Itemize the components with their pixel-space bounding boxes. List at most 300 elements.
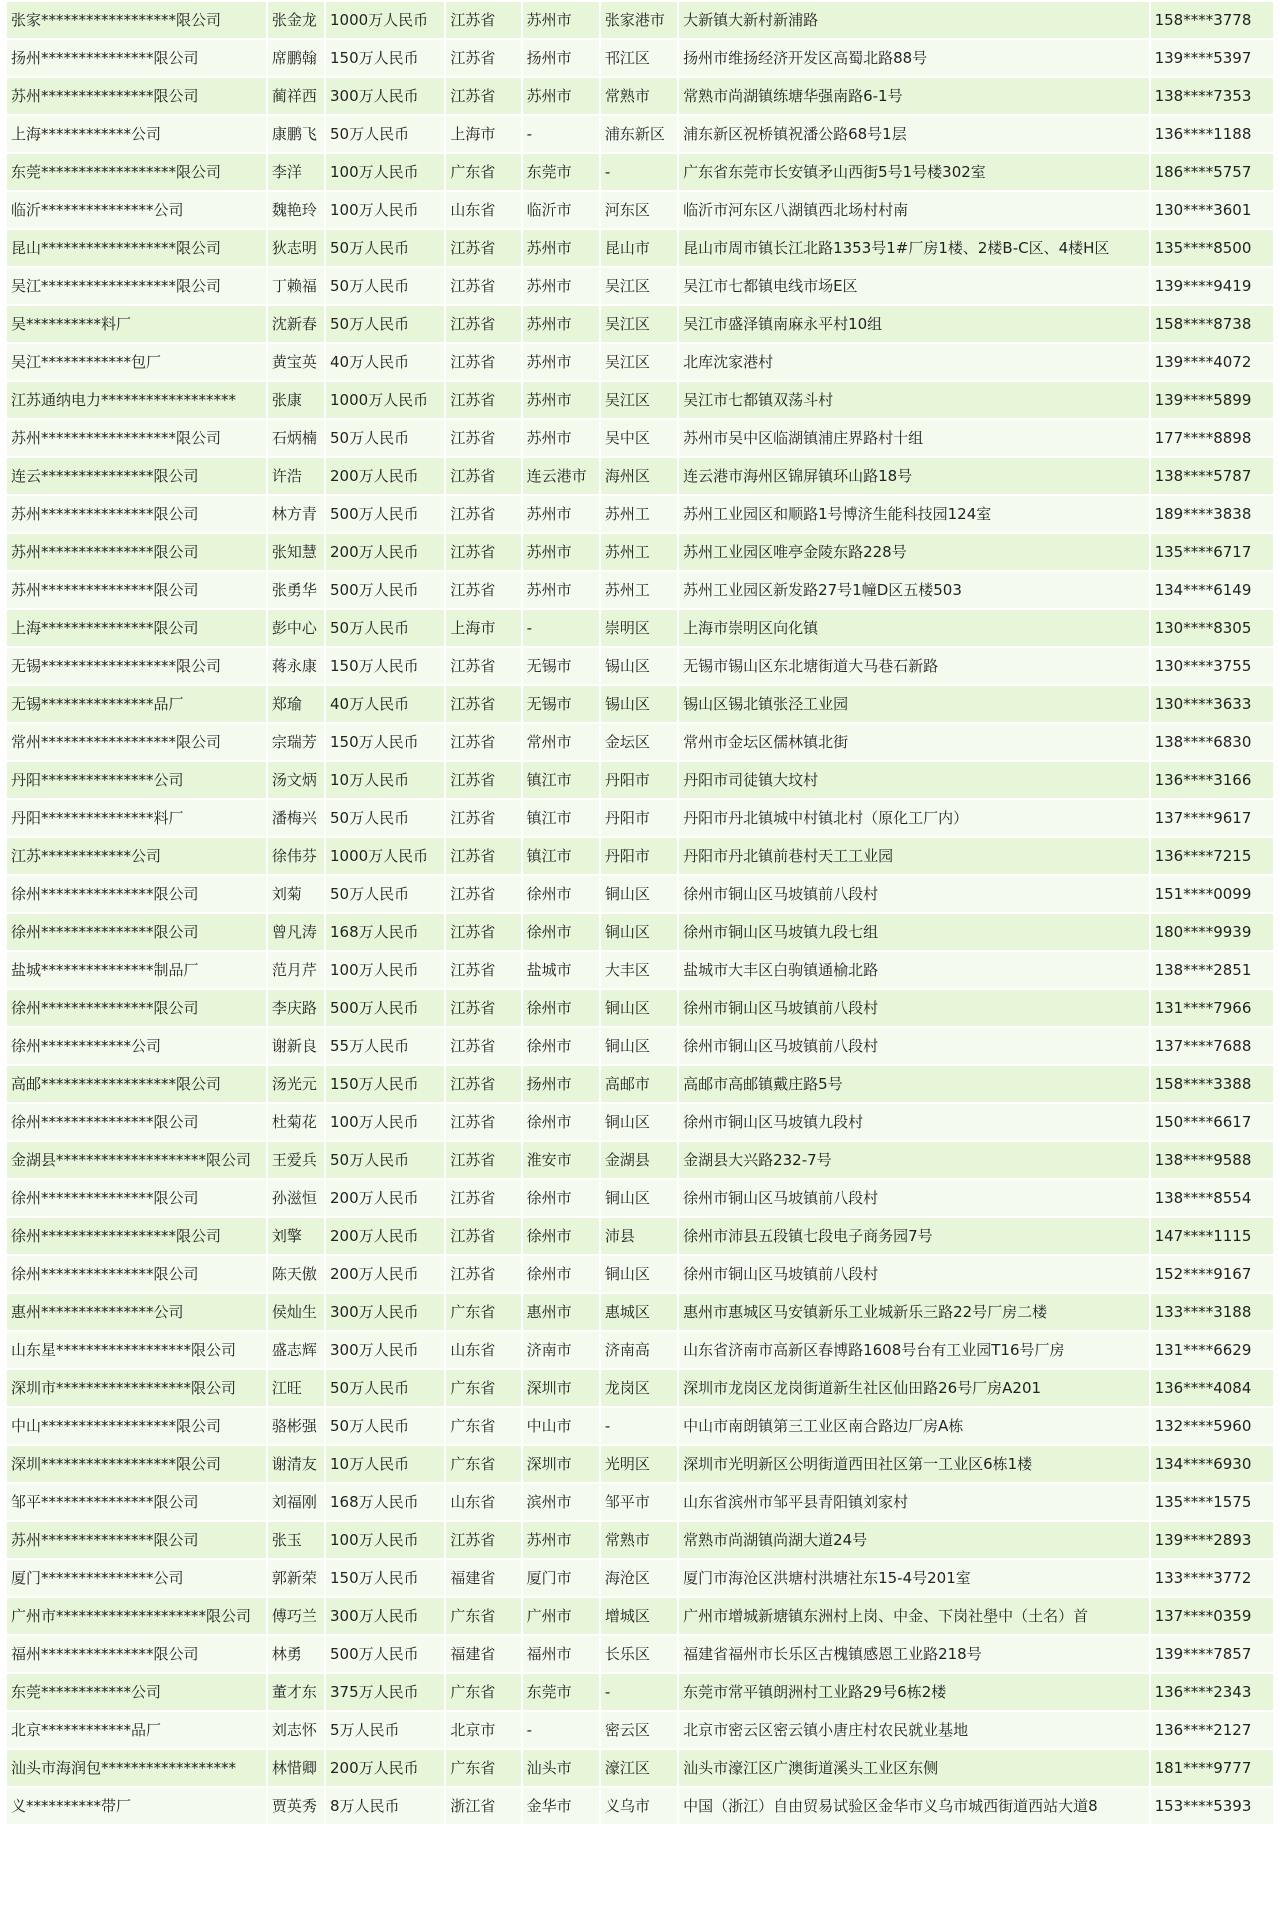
registered-capital-cell: 168万人民币 <box>326 1484 444 1520</box>
company-name-cell: 盐城***************制品厂 <box>7 952 266 988</box>
province-cell: 山东省 <box>446 192 520 228</box>
registered-capital-cell: 100万人民币 <box>326 1104 444 1140</box>
registered-capital-cell: 50万人民币 <box>326 1370 444 1406</box>
district-cell: 龙岗区 <box>601 1370 677 1406</box>
phone-cell: 134****6149 <box>1151 572 1273 608</box>
table-row <box>7 1256 1273 1292</box>
contact-person-cell: 潘梅兴 <box>268 800 324 836</box>
district-cell: 高邮市 <box>601 1066 677 1102</box>
phone-cell: 135****1575 <box>1151 1484 1273 1520</box>
phone-cell: 150****6617 <box>1151 1104 1273 1140</box>
registered-capital-cell: 100万人民币 <box>326 192 444 228</box>
company-table-container <box>5 0 1275 1826</box>
city-cell: 深圳市 <box>523 1370 599 1406</box>
contact-person-cell: 刘志怀 <box>268 1712 324 1748</box>
company-name-cell: 苏州***************限公司 <box>7 78 266 114</box>
registered-capital-cell: 50万人民币 <box>326 1408 444 1444</box>
registered-capital-cell: 200万人民币 <box>326 534 444 570</box>
district-cell: 吴江区 <box>601 344 677 380</box>
table-row <box>7 192 1273 228</box>
contact-person-cell: 沈新春 <box>268 306 324 342</box>
city-cell: 滨州市 <box>523 1484 599 1520</box>
address-cell: 临沂市河东区八湖镇西北场村村南 <box>679 192 1149 228</box>
contact-person-cell: 李洋 <box>268 154 324 190</box>
district-cell: - <box>601 1674 677 1710</box>
table-row <box>7 1636 1273 1672</box>
table-row <box>7 1598 1273 1634</box>
address-cell: 北库沈家港村 <box>679 344 1149 380</box>
registered-capital-cell: 300万人民币 <box>326 1332 444 1368</box>
district-cell: 锡山区 <box>601 686 677 722</box>
district-cell: 吴江区 <box>601 268 677 304</box>
district-cell: 河东区 <box>601 192 677 228</box>
district-cell: 铜山区 <box>601 990 677 1026</box>
table-row <box>7 1712 1273 1748</box>
company-name-cell: 无锡******************限公司 <box>7 648 266 684</box>
table-row <box>7 116 1273 152</box>
company-name-cell: 惠州***************公司 <box>7 1294 266 1330</box>
province-cell: 江苏省 <box>446 724 520 760</box>
address-cell: 厦门市海沧区洪塘村洪塘社东15-4号201室 <box>679 1560 1149 1596</box>
contact-person-cell: 黄宝英 <box>268 344 324 380</box>
district-cell: 邗江区 <box>601 40 677 76</box>
district-cell: 丹阳市 <box>601 838 677 874</box>
company-name-cell: 昆山******************限公司 <box>7 230 266 266</box>
registered-capital-cell: 375万人民币 <box>326 1674 444 1710</box>
address-cell: 惠州市惠城区马安镇新乐工业城新乐三路22号厂房二楼 <box>679 1294 1149 1330</box>
registered-capital-cell: 50万人民币 <box>326 610 444 646</box>
district-cell: 丹阳市 <box>601 762 677 798</box>
city-cell: 徐州市 <box>523 1104 599 1140</box>
contact-person-cell: 魏艳玲 <box>268 192 324 228</box>
district-cell: 大丰区 <box>601 952 677 988</box>
table-row <box>7 1522 1273 1558</box>
contact-person-cell: 林惜卿 <box>268 1750 324 1786</box>
table-row <box>7 382 1273 418</box>
company-name-cell: 苏州***************限公司 <box>7 572 266 608</box>
province-cell: 江苏省 <box>446 382 520 418</box>
contact-person-cell: 曾凡涛 <box>268 914 324 950</box>
registered-capital-cell: 150万人民币 <box>326 1560 444 1596</box>
province-cell: 广东省 <box>446 1370 520 1406</box>
province-cell: 山东省 <box>446 1332 520 1368</box>
district-cell: 光明区 <box>601 1446 677 1482</box>
city-cell: 徐州市 <box>523 1256 599 1292</box>
table-row <box>7 876 1273 912</box>
province-cell: 江苏省 <box>446 1180 520 1216</box>
table-row <box>7 686 1273 722</box>
registered-capital-cell: 200万人民币 <box>326 1750 444 1786</box>
phone-cell: 131****7966 <box>1151 990 1273 1026</box>
city-cell: 厦门市 <box>523 1560 599 1596</box>
district-cell: 吴江区 <box>601 306 677 342</box>
address-cell: 连云港市海州区锦屏镇环山路18号 <box>679 458 1149 494</box>
province-cell: 江苏省 <box>446 1256 520 1292</box>
phone-cell: 139****2893 <box>1151 1522 1273 1558</box>
contact-person-cell: 郭新荣 <box>268 1560 324 1596</box>
company-name-cell: 丹阳***************公司 <box>7 762 266 798</box>
address-cell: 徐州市铜山区马坡镇前八段村 <box>679 990 1149 1026</box>
phone-cell: 137****0359 <box>1151 1598 1273 1634</box>
address-cell: 东莞市常平镇朗洲村工业路29号6栋2楼 <box>679 1674 1149 1710</box>
city-cell: 扬州市 <box>523 40 599 76</box>
phone-cell: 153****5393 <box>1151 1788 1273 1824</box>
company-name-cell: 张家******************限公司 <box>7 2 266 38</box>
province-cell: 广东省 <box>446 1446 520 1482</box>
city-cell: - <box>523 1712 599 1748</box>
table-row <box>7 40 1273 76</box>
table-row <box>7 914 1273 950</box>
table-row <box>7 154 1273 190</box>
registered-capital-cell: 500万人民币 <box>326 572 444 608</box>
address-cell: 大新镇大新村新浦路 <box>679 2 1149 38</box>
address-cell: 无锡市锡山区东北塘街道大马巷石新路 <box>679 648 1149 684</box>
phone-cell: 135****8500 <box>1151 230 1273 266</box>
address-cell: 常州市金坛区儒林镇北街 <box>679 724 1149 760</box>
province-cell: 广东省 <box>446 1408 520 1444</box>
table-row <box>7 230 1273 266</box>
province-cell: 江苏省 <box>446 2 520 38</box>
table-row <box>7 496 1273 532</box>
district-cell: 常熟市 <box>601 78 677 114</box>
address-cell: 锡山区锡北镇张泾工业园 <box>679 686 1149 722</box>
phone-cell: 138****5787 <box>1151 458 1273 494</box>
registered-capital-cell: 500万人民币 <box>326 496 444 532</box>
address-cell: 丹阳市丹北镇前巷村天工工业园 <box>679 838 1149 874</box>
address-cell: 常熟市尚湖镇练塘华强南路6-1号 <box>679 78 1149 114</box>
address-cell: 浦东新区祝桥镇祝潘公路68号1层 <box>679 116 1149 152</box>
province-cell: 江苏省 <box>446 230 520 266</box>
table-row <box>7 1180 1273 1216</box>
contact-person-cell: 骆彬强 <box>268 1408 324 1444</box>
city-cell: 苏州市 <box>523 382 599 418</box>
registered-capital-cell: 50万人民币 <box>326 306 444 342</box>
company-name-cell: 苏州******************限公司 <box>7 420 266 456</box>
city-cell: 汕头市 <box>523 1750 599 1786</box>
district-cell: 铜山区 <box>601 1180 677 1216</box>
district-cell: 苏州工 <box>601 572 677 608</box>
registered-capital-cell: 50万人民币 <box>326 876 444 912</box>
district-cell: 义乌市 <box>601 1788 677 1824</box>
table-row <box>7 1370 1273 1406</box>
district-cell: 沛县 <box>601 1218 677 1254</box>
phone-cell: 136****3166 <box>1151 762 1273 798</box>
company-table <box>5 0 1275 1826</box>
province-cell: 江苏省 <box>446 458 520 494</box>
company-name-cell: 徐州***************限公司 <box>7 990 266 1026</box>
district-cell: 铜山区 <box>601 1256 677 1292</box>
registered-capital-cell: 50万人民币 <box>326 230 444 266</box>
contact-person-cell: 张康 <box>268 382 324 418</box>
table-row <box>7 1788 1273 1824</box>
company-name-cell: 上海************公司 <box>7 116 266 152</box>
company-name-cell: 义**********带厂 <box>7 1788 266 1824</box>
registered-capital-cell: 10万人民币 <box>326 1446 444 1482</box>
registered-capital-cell: 50万人民币 <box>326 116 444 152</box>
province-cell: 江苏省 <box>446 838 520 874</box>
phone-cell: 138****9588 <box>1151 1142 1273 1178</box>
city-cell: 扬州市 <box>523 1066 599 1102</box>
district-cell: 苏州工 <box>601 534 677 570</box>
table-row <box>7 1066 1273 1102</box>
contact-person-cell: 傅巧兰 <box>268 1598 324 1634</box>
phone-cell: 147****1115 <box>1151 1218 1273 1254</box>
contact-person-cell: 康鹏飞 <box>268 116 324 152</box>
city-cell: 淮安市 <box>523 1142 599 1178</box>
registered-capital-cell: 500万人民币 <box>326 990 444 1026</box>
contact-person-cell: 陈天傲 <box>268 1256 324 1292</box>
phone-cell: 177****8898 <box>1151 420 1273 456</box>
phone-cell: 138****7353 <box>1151 78 1273 114</box>
contact-person-cell: 徐伟芬 <box>268 838 324 874</box>
phone-cell: 137****7688 <box>1151 1028 1273 1064</box>
district-cell: 金坛区 <box>601 724 677 760</box>
company-name-cell: 吴江************包厂 <box>7 344 266 380</box>
company-name-cell: 北京************品厂 <box>7 1712 266 1748</box>
phone-cell: 158****3388 <box>1151 1066 1273 1102</box>
registered-capital-cell: 150万人民币 <box>326 40 444 76</box>
registered-capital-cell: 200万人民币 <box>326 458 444 494</box>
phone-cell: 138****6830 <box>1151 724 1273 760</box>
table-row <box>7 458 1273 494</box>
company-name-cell: 徐州***************限公司 <box>7 1256 266 1292</box>
province-cell: 广东省 <box>446 154 520 190</box>
address-cell: 徐州市铜山区马坡镇九段七组 <box>679 914 1149 950</box>
address-cell: 汕头市濠江区广澳街道溪头工业区东侧 <box>679 1750 1149 1786</box>
contact-person-cell: 郑瑜 <box>268 686 324 722</box>
city-cell: 镇江市 <box>523 800 599 836</box>
company-name-cell: 常州******************限公司 <box>7 724 266 760</box>
address-cell: 高邮市高邮镇戴庄路5号 <box>679 1066 1149 1102</box>
city-cell: - <box>523 610 599 646</box>
phone-cell: 152****9167 <box>1151 1256 1273 1292</box>
company-name-cell: 中山******************限公司 <box>7 1408 266 1444</box>
district-cell: 吴中区 <box>601 420 677 456</box>
district-cell: 濠江区 <box>601 1750 677 1786</box>
table-row <box>7 534 1273 570</box>
registered-capital-cell: 100万人民币 <box>326 1522 444 1558</box>
registered-capital-cell: 40万人民币 <box>326 344 444 380</box>
contact-person-cell: 刘福刚 <box>268 1484 324 1520</box>
table-row <box>7 1484 1273 1520</box>
company-name-cell: 苏州***************限公司 <box>7 496 266 532</box>
district-cell: 铜山区 <box>601 914 677 950</box>
phone-cell: 136****4084 <box>1151 1370 1273 1406</box>
contact-person-cell: 贾英秀 <box>268 1788 324 1824</box>
registered-capital-cell: 200万人民币 <box>326 1256 444 1292</box>
registered-capital-cell: 5万人民币 <box>326 1712 444 1748</box>
city-cell: 徐州市 <box>523 990 599 1026</box>
province-cell: 北京市 <box>446 1712 520 1748</box>
contact-person-cell: 彭中心 <box>268 610 324 646</box>
city-cell: 镇江市 <box>523 838 599 874</box>
registered-capital-cell: 40万人民币 <box>326 686 444 722</box>
table-row <box>7 800 1273 836</box>
district-cell: 海沧区 <box>601 1560 677 1596</box>
table-row <box>7 268 1273 304</box>
address-cell: 山东省济南市高新区春博路1608号台有工业园T16号厂房 <box>679 1332 1149 1368</box>
table-row <box>7 762 1273 798</box>
registered-capital-cell: 150万人民币 <box>326 1066 444 1102</box>
district-cell: 铜山区 <box>601 1104 677 1140</box>
table-row <box>7 1142 1273 1178</box>
city-cell: 东莞市 <box>523 154 599 190</box>
table-row <box>7 838 1273 874</box>
company-name-cell: 东莞************公司 <box>7 1674 266 1710</box>
city-cell: 徐州市 <box>523 914 599 950</box>
city-cell: 苏州市 <box>523 496 599 532</box>
registered-capital-cell: 55万人民币 <box>326 1028 444 1064</box>
table-row <box>7 420 1273 456</box>
phone-cell: 133****3772 <box>1151 1560 1273 1596</box>
province-cell: 上海市 <box>446 116 520 152</box>
city-cell: 徐州市 <box>523 1218 599 1254</box>
city-cell: 临沂市 <box>523 192 599 228</box>
district-cell: 惠城区 <box>601 1294 677 1330</box>
phone-cell: 139****9419 <box>1151 268 1273 304</box>
province-cell: 江苏省 <box>446 990 520 1026</box>
city-cell: 苏州市 <box>523 344 599 380</box>
phone-cell: 134****6930 <box>1151 1446 1273 1482</box>
company-name-cell: 吴**********料厂 <box>7 306 266 342</box>
company-name-cell: 无锡***************品厂 <box>7 686 266 722</box>
city-cell: 徐州市 <box>523 876 599 912</box>
district-cell: 邹平市 <box>601 1484 677 1520</box>
address-cell: 广州市增城新塘镇东洲村上岗、中金、下岗社壆中（土名）首 <box>679 1598 1149 1634</box>
registered-capital-cell: 150万人民币 <box>326 724 444 760</box>
registered-capital-cell: 50万人民币 <box>326 268 444 304</box>
table-row <box>7 1104 1273 1140</box>
table-row <box>7 648 1273 684</box>
address-cell: 广东省东莞市长安镇矛山西街5号1号楼302室 <box>679 154 1149 190</box>
table-row <box>7 1332 1273 1368</box>
province-cell: 江苏省 <box>446 534 520 570</box>
province-cell: 广东省 <box>446 1750 520 1786</box>
company-name-cell: 厦门***************公司 <box>7 1560 266 1596</box>
province-cell: 广东省 <box>446 1674 520 1710</box>
company-name-cell: 深圳******************限公司 <box>7 1446 266 1482</box>
table-row <box>7 1408 1273 1444</box>
table-row <box>7 610 1273 646</box>
city-cell: 徐州市 <box>523 1180 599 1216</box>
phone-cell: 139****5899 <box>1151 382 1273 418</box>
company-name-cell: 苏州***************限公司 <box>7 534 266 570</box>
contact-person-cell: 王爱兵 <box>268 1142 324 1178</box>
province-cell: 江苏省 <box>446 914 520 950</box>
address-cell: 吴江市盛泽镇南麻永平村10组 <box>679 306 1149 342</box>
address-cell: 苏州工业园区和顺路1号博济生能科技园124室 <box>679 496 1149 532</box>
company-name-cell: 高邮******************限公司 <box>7 1066 266 1102</box>
table-row <box>7 1674 1273 1710</box>
phone-cell: 131****6629 <box>1151 1332 1273 1368</box>
company-name-cell: 东莞******************限公司 <box>7 154 266 190</box>
phone-cell: 130****3633 <box>1151 686 1273 722</box>
table-row <box>7 724 1273 760</box>
company-name-cell: 徐州************公司 <box>7 1028 266 1064</box>
contact-person-cell: 杜菊花 <box>268 1104 324 1140</box>
contact-person-cell: 范月芹 <box>268 952 324 988</box>
city-cell: 苏州市 <box>523 268 599 304</box>
city-cell: 东莞市 <box>523 1674 599 1710</box>
address-cell: 徐州市铜山区马坡镇前八段村 <box>679 1180 1149 1216</box>
registered-capital-cell: 100万人民币 <box>326 154 444 190</box>
city-cell: 镇江市 <box>523 762 599 798</box>
company-name-cell: 扬州***************限公司 <box>7 40 266 76</box>
address-cell: 金湖县大兴路232-7号 <box>679 1142 1149 1178</box>
city-cell: - <box>523 116 599 152</box>
city-cell: 苏州市 <box>523 78 599 114</box>
address-cell: 昆山市周市镇长江北路1353号1#厂房1楼、2楼B-C区、4楼H区 <box>679 230 1149 266</box>
company-name-cell: 山东星******************限公司 <box>7 1332 266 1368</box>
address-cell: 深圳市光明新区公明街道西田社区第一工业区6栋1楼 <box>679 1446 1149 1482</box>
province-cell: 江苏省 <box>446 572 520 608</box>
table-row <box>7 1446 1273 1482</box>
contact-person-cell: 张勇华 <box>268 572 324 608</box>
district-cell: 海州区 <box>601 458 677 494</box>
registered-capital-cell: 1000万人民币 <box>326 838 444 874</box>
district-cell: - <box>601 1408 677 1444</box>
province-cell: 江苏省 <box>446 952 520 988</box>
phone-cell: 181****9777 <box>1151 1750 1273 1786</box>
phone-cell: 137****9617 <box>1151 800 1273 836</box>
contact-person-cell: 江旺 <box>268 1370 324 1406</box>
registered-capital-cell: 50万人民币 <box>326 800 444 836</box>
province-cell: 福建省 <box>446 1560 520 1596</box>
registered-capital-cell: 300万人民币 <box>326 78 444 114</box>
company-name-cell: 苏州***************限公司 <box>7 1522 266 1558</box>
province-cell: 广东省 <box>446 1598 520 1634</box>
address-cell: 福建省福州市长乐区古槐镇感恩工业路218号 <box>679 1636 1149 1672</box>
table-row <box>7 306 1273 342</box>
address-cell: 中山市南朗镇第三工业区南合路边厂房A栋 <box>679 1408 1149 1444</box>
phone-cell: 133****3188 <box>1151 1294 1273 1330</box>
company-name-cell: 江苏通纳电力****************** <box>7 382 266 418</box>
contact-person-cell: 席鹏翰 <box>268 40 324 76</box>
city-cell: 苏州市 <box>523 2 599 38</box>
city-cell: 深圳市 <box>523 1446 599 1482</box>
city-cell: 常州市 <box>523 724 599 760</box>
table-row <box>7 1294 1273 1330</box>
district-cell: 铜山区 <box>601 876 677 912</box>
district-cell: 浦东新区 <box>601 116 677 152</box>
phone-cell: 136****2127 <box>1151 1712 1273 1748</box>
district-cell: 金湖县 <box>601 1142 677 1178</box>
city-cell: 金华市 <box>523 1788 599 1824</box>
address-cell: 常熟市尚湖镇尚湖大道24号 <box>679 1522 1149 1558</box>
company-name-cell: 徐州***************限公司 <box>7 1104 266 1140</box>
city-cell: 徐州市 <box>523 1028 599 1064</box>
company-name-cell: 徐州******************限公司 <box>7 1218 266 1254</box>
registered-capital-cell: 1000万人民币 <box>326 2 444 38</box>
province-cell: 江苏省 <box>446 1142 520 1178</box>
contact-person-cell: 刘擎 <box>268 1218 324 1254</box>
province-cell: 浙江省 <box>446 1788 520 1824</box>
contact-person-cell: 谢新良 <box>268 1028 324 1064</box>
province-cell: 江苏省 <box>446 344 520 380</box>
contact-person-cell: 谢清友 <box>268 1446 324 1482</box>
table-row <box>7 1560 1273 1596</box>
city-cell: 苏州市 <box>523 420 599 456</box>
phone-cell: 139****7857 <box>1151 1636 1273 1672</box>
phone-cell: 151****0099 <box>1151 876 1273 912</box>
contact-person-cell: 张玉 <box>268 1522 324 1558</box>
address-cell: 深圳市龙岗区龙岗街道新生社区仙田路26号厂房A201 <box>679 1370 1149 1406</box>
address-cell: 上海市崇明区向化镇 <box>679 610 1149 646</box>
contact-person-cell: 李庆路 <box>268 990 324 1026</box>
district-cell: - <box>601 154 677 190</box>
district-cell: 张家港市 <box>601 2 677 38</box>
district-cell: 昆山市 <box>601 230 677 266</box>
